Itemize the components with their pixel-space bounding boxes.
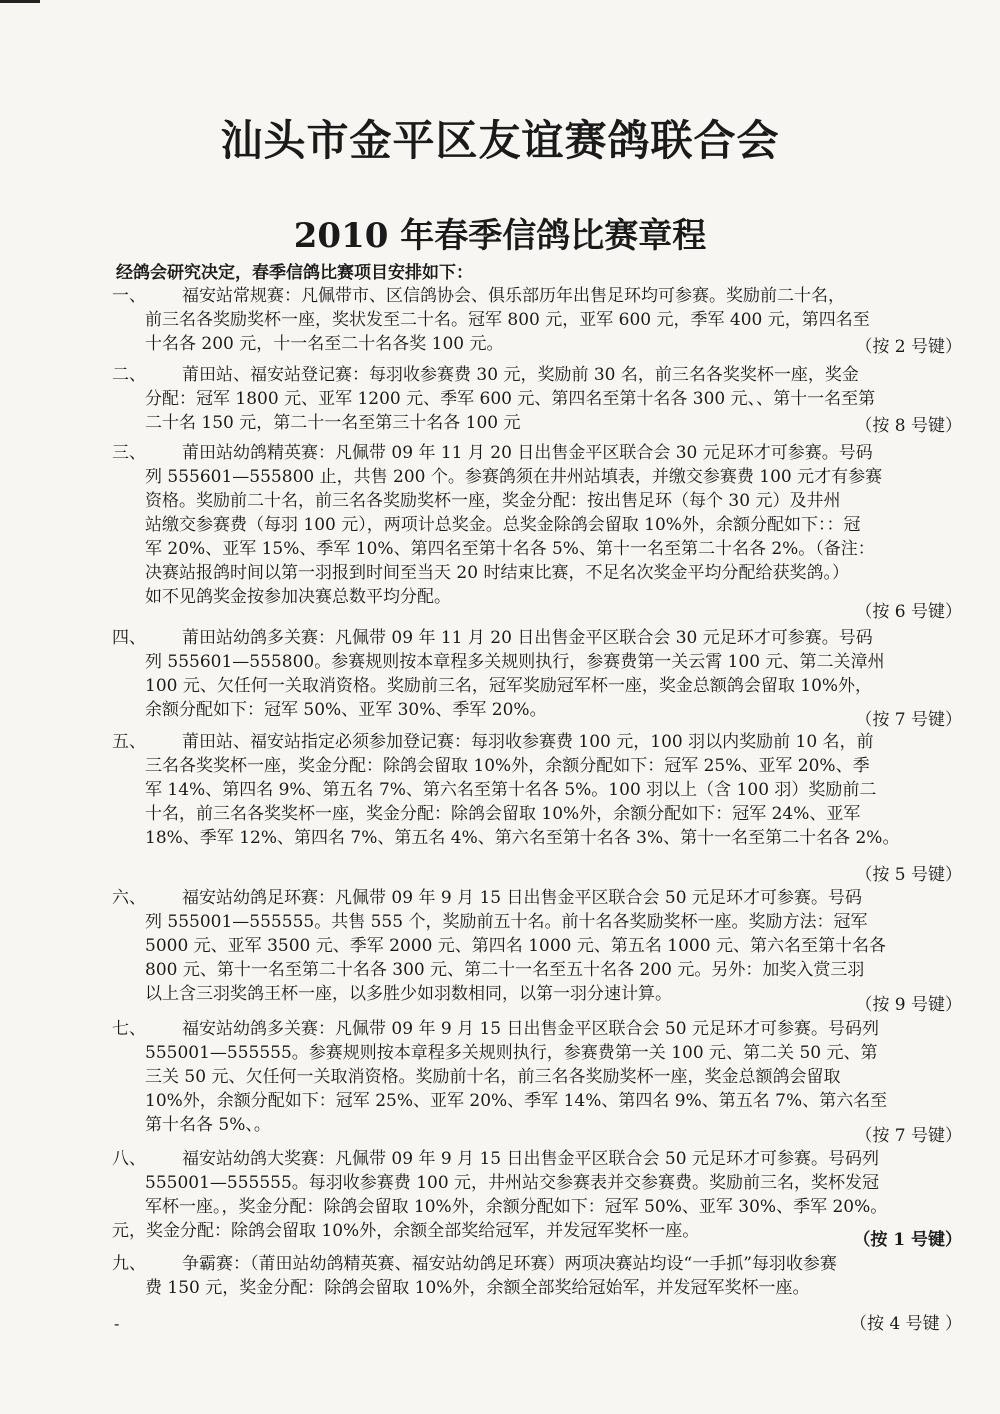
rule-item-9 bbox=[112, 1252, 972, 1334]
item-line: 福安站幼鸽足环赛：凡佩带 09 年 9 月 15 日出售金平区联合会 50 元足环才可参赛。号码 bbox=[182, 888, 862, 908]
item-number: 八、 bbox=[112, 1149, 146, 1169]
item-number: 七、 bbox=[112, 1019, 146, 1039]
item-line: 军杯一座。，奖金分配：除鸽会留取 10%外，余额分配如下：冠军 50%、亚军 30%、季军 20%。 bbox=[145, 1197, 888, 1217]
item-line: 三名各奖奖杯一座，奖金分配：除鸽会留取 10%外，余额分配如下：冠军 25%、亚军 20%、季 bbox=[145, 756, 870, 776]
item-line: 费 150 元，奖金分配：除鸽会留取 10%外，余额全部奖给冠始军，并发冠军奖杯一座。 bbox=[145, 1278, 810, 1298]
rule-item-8 bbox=[112, 1147, 972, 1250]
item-line: 第十名各 5%、。 bbox=[145, 1115, 271, 1135]
page-title: 汕头市金平区友谊赛鸽联合会 bbox=[220, 116, 780, 165]
item-line: 如不见鸽奖金按参加决赛总数平均分配。 bbox=[145, 587, 451, 607]
item-line: 列 555001—555555。共售 555 个，奖励前五十名。前十名各奖励奖杯一座。奖励方法：冠军 bbox=[145, 912, 868, 932]
rule-item-1 bbox=[112, 284, 972, 356]
item-line: 莆田站幼鸽多关赛：凡佩带 09 年 11 月 20 日出售金平区联合会 30 元足环才可参赛。号码 bbox=[182, 628, 873, 648]
item-line: 10%外，余额分配如下：冠军 25%、亚军 20%、季军 14%、第四名 9%、第五名 7%、第六名至 bbox=[145, 1091, 888, 1111]
item-line: 莆田站、福安站指定必须参加登记赛：每羽收参赛费 100 元，100 羽以内奖励前 10 名，前 bbox=[182, 732, 874, 752]
item-number: 一、 bbox=[112, 286, 146, 306]
key-label: （按 7 号键） bbox=[855, 1126, 962, 1146]
item-number: 三、 bbox=[112, 443, 146, 463]
item-line: 十名，前三名各奖奖杯一座，奖金分配：除鸽会留取 10%外，余额分配如下：冠军 24%、亚军 bbox=[145, 804, 861, 824]
item-line: 站缴交参赛费（每羽 100 元），两项计总奖金。总奖金除鸽会留取 10%外，余额分配如下：：冠 bbox=[145, 515, 861, 535]
item-line: 18%、季军 12%、第四名 7%、第五名 4%、第六名至第十名各 3%、第十一名至第二十名各 2%。 bbox=[145, 828, 900, 848]
item-line: 福安站幼鸽多关赛：凡佩带 09 年 9 月 15 日出售金平区联合会 50 元足环才可参赛。号码列 bbox=[182, 1019, 879, 1039]
item-line: 争霸赛：（莆田站幼鸽精英赛、福安站幼鸽足环赛）两项决赛站均设“一手抓”每羽收参赛 bbox=[182, 1254, 837, 1274]
item-line: 以上含三羽奖鸽王杯一座，以多胜少如羽数相同，以第一羽分速计算。 bbox=[145, 984, 672, 1004]
item-number: 六、 bbox=[112, 888, 146, 908]
item-line: 555001—555555。每羽收参赛费 100 元，井州站交参赛表并交参赛费。奖励前三名，奖杯发冠 bbox=[145, 1173, 880, 1193]
item-number: 五、 bbox=[112, 732, 146, 752]
item-number: 四、 bbox=[112, 628, 146, 648]
rule-item-4 bbox=[112, 626, 972, 730]
item-line: 余额分配如下：冠军 50%、亚军 30%、季军 20%。 bbox=[145, 700, 547, 720]
item-line: 十名各 200 元，十一名至二十名各奖 100 元。 bbox=[145, 334, 504, 354]
item-line: 列 555601—555800。参赛规则按本章程多关规则执行，参赛费第一关云霄 100 元、第二关漳州 bbox=[145, 652, 885, 672]
key-label: （按 4 号键 ） bbox=[849, 1314, 962, 1334]
item-number: 九、 bbox=[112, 1254, 146, 1274]
item-number: 二、 bbox=[112, 365, 146, 385]
item-line: 分配：冠军 1800 元、亚军 1200 元、季军 600 元、第四名至第十名各 300 元、、第十一名至第 bbox=[145, 389, 876, 409]
key-label: （按 2 号键） bbox=[855, 337, 962, 357]
item-line: 100 元、欠任何一关取消资格。奖励前三名，冠军奖励冠军杯一座，奖金总额鸽会留取 10%外， bbox=[145, 676, 873, 696]
item-line: 555001—555555。参赛规则按本章程多关规则执行，参赛费第一关 100 元、第二关 50 元、第 bbox=[145, 1043, 878, 1063]
key-label: （按 6 号键） bbox=[855, 602, 962, 622]
page-subtitle: 2010 年春季信鸽比赛章程 bbox=[293, 216, 707, 256]
item-line: 前三名各奖励奖杯一座，奖状发至二十名。冠军 800 元，亚军 600 元，季军 400 元，第四名至 bbox=[145, 310, 870, 330]
item-line: 三关 50 元、欠任何一关取消资格。奖励前十名，前三名各奖励奖杯一座，奖金总额鸽会留取 bbox=[145, 1067, 841, 1087]
item-line: 资格。奖励前二十名，前三名各奖励奖杯一座，奖金分配：按出售足环（每个 30 元）及井州 bbox=[145, 491, 841, 511]
rule-item-3 bbox=[112, 441, 972, 622]
item-line: 5000 元、亚军 3500 元、季军 2000 元、第四名 1000 元、第五名 1000 元、第六名至第十名各 bbox=[145, 936, 886, 956]
item-line: 军 20%、亚军 15%、季军 10%、第四名至第十名各 5%、第十一名至第二十名各 2%。（备注： bbox=[145, 539, 875, 559]
item-line: 800 元、第十一名至第二十名各 300 元、第二十一名至五十名各 200 元。另外：加奖入赏三羽 bbox=[145, 960, 865, 980]
scan-corner-mark bbox=[0, 0, 40, 3]
intro-text: 经鸽会研究决定，春季信鸽比赛项目安排如下： bbox=[116, 263, 473, 283]
key-label: （按 1 号键） bbox=[853, 1230, 962, 1250]
key-label: （按 8 号键） bbox=[855, 416, 962, 436]
key-label: （按 9 号键） bbox=[855, 995, 962, 1015]
rule-item-2 bbox=[112, 363, 972, 435]
rule-item-5 bbox=[112, 730, 972, 885]
item-line: 军 14%、第四名 9%、第五名 7%、第六名至第十名各 5%。100 羽以上（含 100 羽）奖励前二 bbox=[145, 780, 877, 800]
item-line: 莆田站幼鸽精英赛：凡佩带 09 年 11 月 20 日出售金平区联合会 30 元足环才可参赛。号码 bbox=[182, 443, 873, 463]
key-label: （按 5 号键） bbox=[855, 865, 962, 885]
rule-item-6 bbox=[112, 886, 972, 1015]
item-line: 二十名 150 元，第二十一名至第三十名各 100 元 bbox=[145, 413, 521, 433]
item-line: 元，奖金分配：除鸽会留取 10%外，余额全部奖给冠军，并发冠军奖杯一座。 bbox=[112, 1221, 700, 1241]
key-label: （按 7 号键） bbox=[855, 710, 962, 730]
item-line: 决赛站报鸽时间以第一羽报到时间至当天 20 时结束比赛，不足名次奖金平均分配给获奖鸽。） bbox=[145, 563, 849, 583]
item-line: 列 555601—555800 止，共售 200 个。参赛鸽须在井州站填表，并缴交参赛费 100 元才有参赛 bbox=[145, 467, 883, 487]
item-line: 福安站幼鸽大奖赛：凡佩带 09 年 9 月 15 日出售金平区联合会 50 元足环才可参赛。号码列 bbox=[182, 1149, 879, 1169]
footer-mark: - bbox=[114, 1314, 120, 1333]
rule-item-7 bbox=[112, 1017, 972, 1146]
item-line: 福安站常规赛：凡佩带市、区信鸽协会、俱乐部历年出售足环均可参赛。奖励前二十名， bbox=[182, 286, 845, 306]
item-line: 莆田站、福安站登记赛：每羽收参赛费 30 元，奖励前 30 名，前三名各奖奖杯一座，奖金 bbox=[182, 365, 859, 385]
